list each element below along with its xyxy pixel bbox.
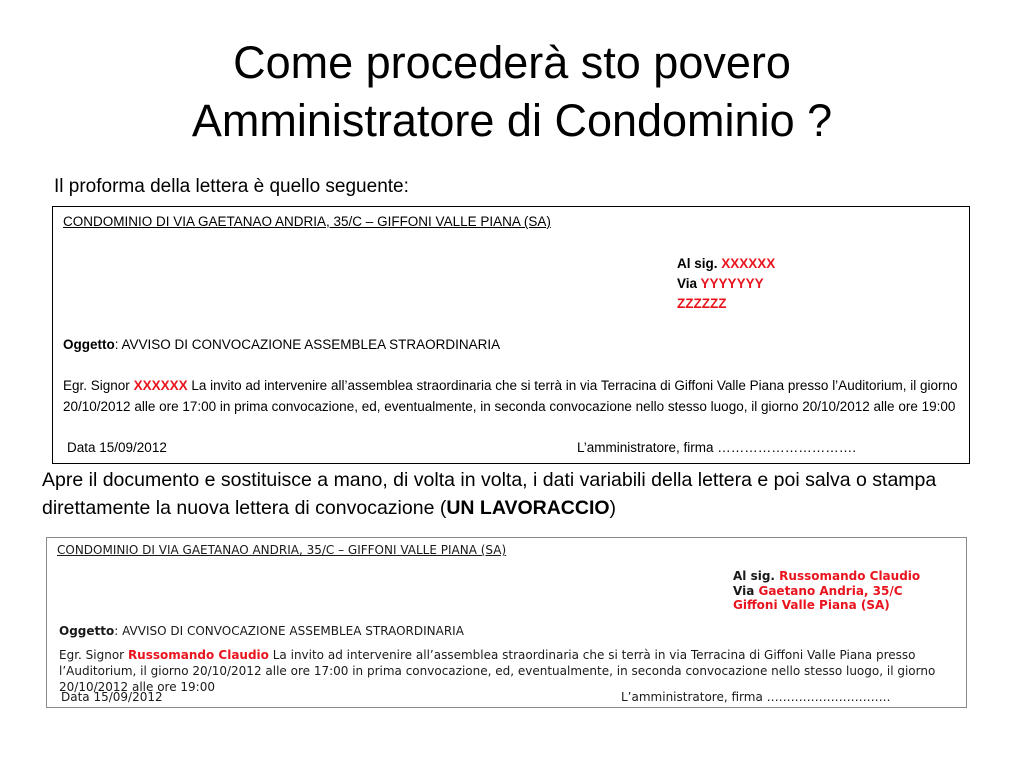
filled-recipient-prefix: Al sig. [733,569,775,583]
explanation-close: ) [609,497,617,519]
placeholder-body-name: XXXXXX [133,378,188,393]
filled-signature-line: L’amministratore, firma …………………………. [621,690,891,704]
subject-label: Oggetto [63,337,115,352]
filled-letter-image [46,537,967,708]
filled-recipient-line-1 [733,568,920,584]
filled-subject-text: : AVVISO DI CONVOCAZIONE ASSEMBLEA STRAORDINARIA [114,624,464,638]
filled-salutation: Egr. Signor [59,648,125,662]
explanation-emphasis: UN LAVORACCIO [446,497,610,519]
intro-text: Il proforma della lettera è quello seguente: [54,176,409,197]
filled-subject-line [59,623,464,639]
body-text: La invito ad intervenire all’assemblea straordinaria che si terrà in via Terracina di Giffoni Valle Piana presso l’Auditorium, il giorno 20/10/2012 alle ore 17:00 in prima convocazione, ed, eventualmente, in seconda convocazione nello stesso luogo, il giorno 20/10/2012 alle ore 19:00 [63,378,958,414]
filled-street: Gaetano Andria, 35/C [758,584,903,598]
letter-body [63,376,963,417]
filled-name: Russomando Claudio [779,569,921,583]
filled-body-text: La invito ad intervenire all’assemblea straordinaria che si terrà in via Terracina di Giffoni Valle Piana presso l’Auditorium, il giorno 20/10/2012 alle ore 17:00 in prima convocazione, ed, eventualmente, in seconda convocazione nello stesso luogo, il giorno 20/10/2012 alle ore 19:00 [59,648,936,694]
filled-subject-label: Oggetto [59,624,115,638]
filled-date: Data 15/09/2012 [61,690,163,704]
letter-date: Data 15/09/2012 [67,440,167,455]
template-letter [52,206,970,464]
filled-city: Giffoni Valle Piana (SA) [733,598,890,612]
filled-body [59,647,959,695]
letter-header: CONDOMINIO DI VIA GAETANAO ANDRIA, 35/C – GIFFONI VALLE PIANA (SA) [63,214,551,229]
recipient-prefix: Al sig. [677,256,718,271]
placeholder-name: XXXXXX [721,256,776,271]
title-line-1: Come procederà sto povero [233,37,791,88]
subject-text: : AVVISO DI CONVOCAZIONE ASSEMBLEA STRAORDINARIA [114,337,501,352]
filled-header: CONDOMINIO DI VIA GAETANAO ANDRIA, 35/C – GIFFONI VALLE PIANA (SA) [57,543,507,557]
subject-line [63,335,500,355]
slide-title [0,34,1024,150]
filled-body-name: Russomando Claudio [127,648,269,662]
title-line-2: Amministratore di Condominio ? [191,95,833,146]
placeholder-street: YYYYYYY [700,276,764,291]
street-prefix: Via [677,276,698,291]
signature-line: L’amministratore, firma …………………………. [577,440,857,455]
recipient-line-2 [677,274,764,294]
explanation-text: Apre il documento e sostituisce a mano, di volta in volta, i dati variabili della lettera e poi salva o stampa direttamente la nuova lettera di convocazione ( [42,469,937,519]
recipient-line-1 [677,254,775,274]
placeholder-city: ZZZZZZ [677,296,727,311]
salutation: Egr. Signor [63,378,130,393]
explanation-paragraph [42,466,1002,522]
filled-street-prefix: Via [733,584,755,598]
